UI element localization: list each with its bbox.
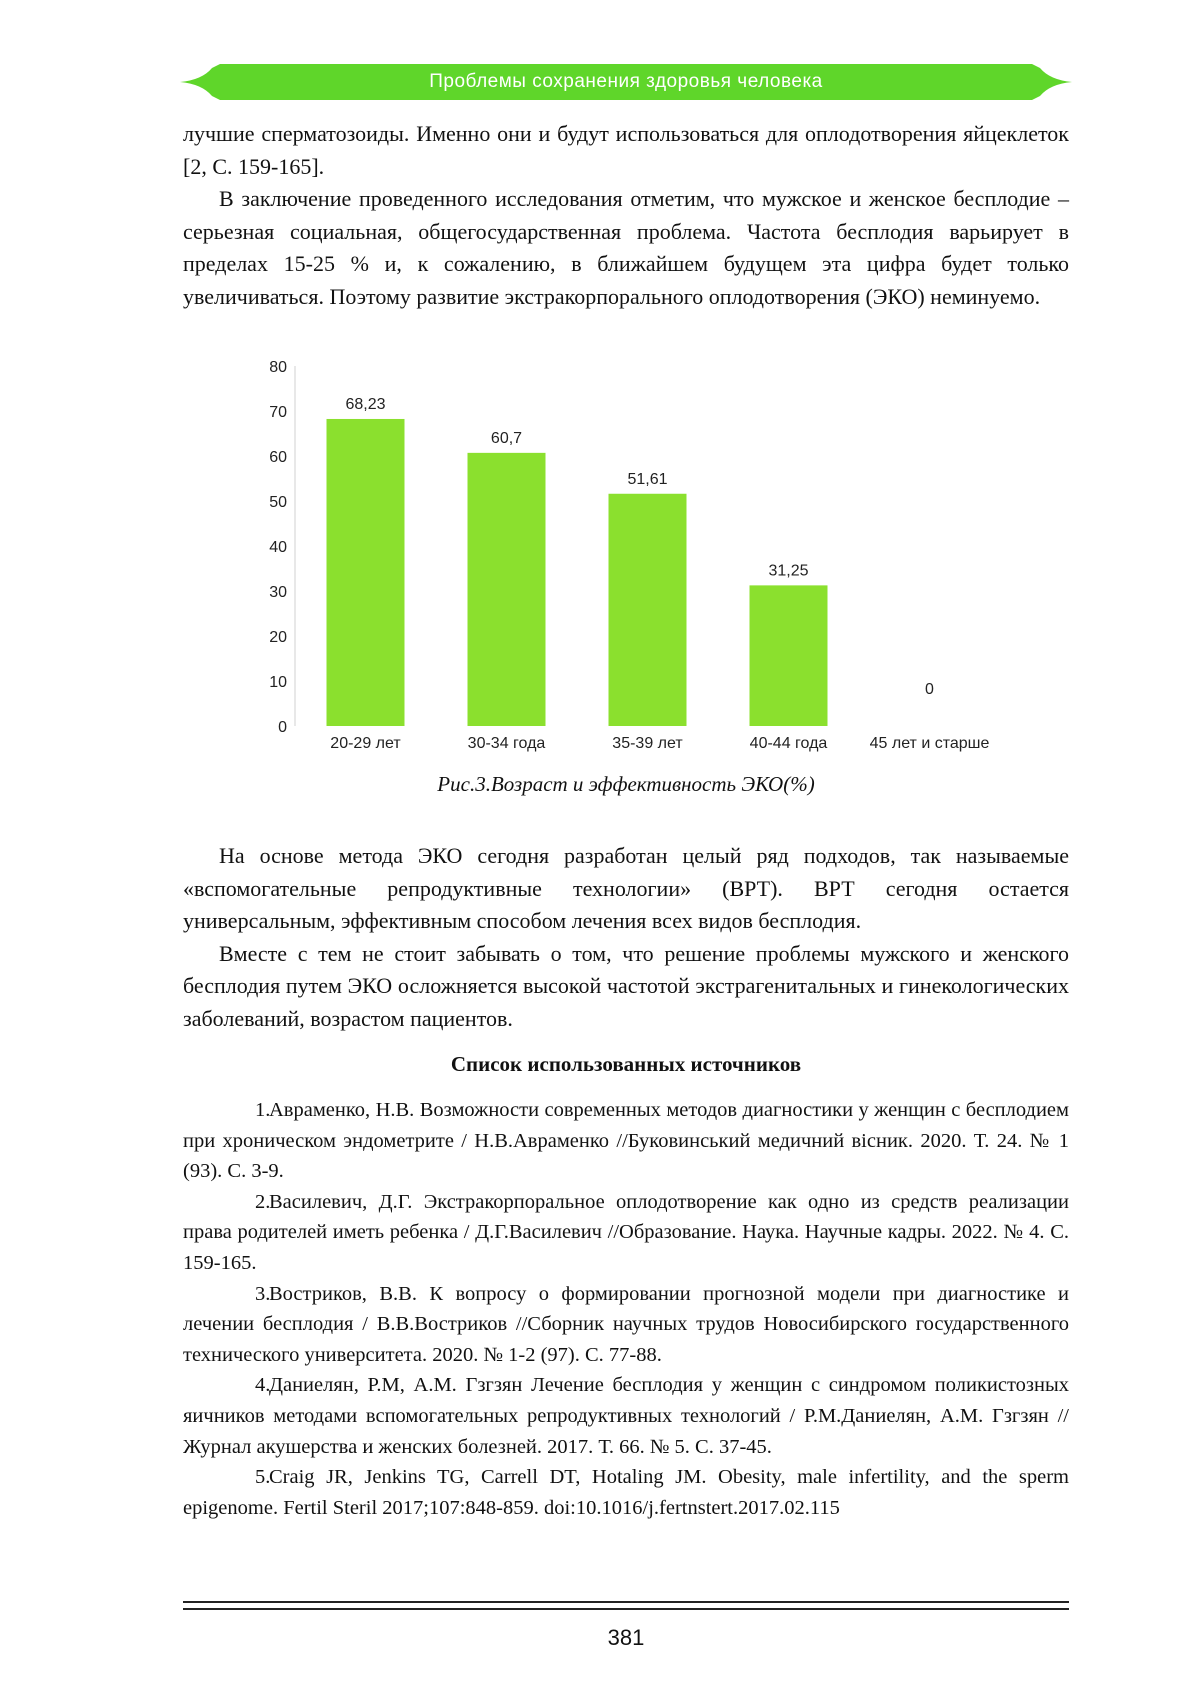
bar-chart	[250, 352, 1010, 762]
x-category-label: 20-29 лет	[330, 735, 401, 752]
body-text-top	[183, 118, 1069, 313]
reference-number: 1.	[255, 1099, 271, 1121]
bar-value-label: 31,25	[768, 562, 809, 580]
y-tick-label: 20	[269, 629, 287, 646]
reference-text: Craig JR, Jenkins TG, Carrell DT, Hotaling JM. Obesity, male infertility, and the sperm epigenome. Fertil Steril 2017;107:848-859. doi:10.1016/j.fertnstert.2017.02.115	[183, 1466, 1069, 1519]
paragraph-1: лучшие сперматозоиды. Именно они и будут использоваться для оплодотворения яйцеклеток [2, С. 159-165].	[183, 121, 1069, 179]
x-axis	[330, 735, 989, 752]
y-tick-label: 70	[269, 404, 287, 421]
footer-rule-top	[183, 1601, 1069, 1603]
chart-bars	[327, 419, 828, 726]
bar-value-label: 0	[925, 681, 934, 698]
references-title: Список использованных источников	[450, 1052, 802, 1076]
reference-number: 5.	[255, 1466, 271, 1489]
reference-item	[183, 1095, 1069, 1187]
y-tick-label: 10	[269, 674, 287, 691]
reference-text: Василевич, Д.Г. Экстракорпоральное оплодотворение как одно из средств реализации права родителей иметь ребенка / Д.Г.Василевич //Образование. Наука. Научные кадры. 2022. № 4. С. 159-165.	[183, 1190, 1069, 1274]
bar	[750, 585, 828, 726]
bar	[609, 494, 687, 726]
y-tick-label: 80	[269, 359, 287, 376]
header-banner	[180, 64, 1072, 100]
header-title: Проблемы сохранения здоровья человека	[429, 71, 823, 92]
paragraph-2: В заключение проведенного исследования отметим, что мужское и женское бесплодие – серьезная социальная, общегосударственная проблема. Частота бесплодия варьирует в пределах 15-25 % и, к сожалению, в ближайшем будущем эта цифра будет только увеличиваться. Поэтому развитие экстракорпорального оплодотворения (ЭКО) неминуемо.	[183, 186, 1069, 309]
bar-value-label: 51,61	[627, 470, 668, 488]
x-category-label: 40-44 года	[749, 735, 828, 752]
reference-item	[183, 1462, 1069, 1523]
reference-item	[183, 1187, 1069, 1279]
reference-number: 2.	[255, 1190, 271, 1213]
bar-value-label: 68,23	[345, 395, 386, 413]
references-list	[183, 1095, 1069, 1523]
bar	[327, 419, 405, 726]
body-text-bottom	[183, 840, 1069, 1035]
y-tick-label: 60	[269, 449, 287, 466]
footer-rule-bottom	[183, 1608, 1069, 1610]
figure-caption: Рис.3.Возраст и эффективность ЭКО(%)	[437, 772, 815, 796]
bar-value-label: 60,7	[490, 429, 523, 447]
reference-number: 3.	[255, 1282, 271, 1305]
bar	[468, 453, 546, 726]
y-tick-label: 30	[269, 584, 287, 601]
reference-text: Востриков, В.В. К вопросу о формировании прогнозной модели при диагностике и лечении бесплодия / В.В.Востриков //Сборник научных трудов Новосибирского государственного технического университета. 2020. № 1-2 (97). С. 77-88.	[183, 1282, 1069, 1366]
y-tick-label: 40	[269, 539, 287, 556]
reference-item	[183, 1370, 1069, 1462]
reference-item	[183, 1279, 1069, 1371]
x-category-label: 35-39 лет	[612, 735, 683, 752]
x-category-label: 45 лет и старше	[869, 735, 990, 752]
y-tick-label: 50	[269, 494, 287, 511]
y-axis	[269, 359, 295, 736]
paragraph-3: На основе метода ЭКО сегодня разработан целый ряд подходов, так называемые «вспомогательные репродуктивные технологии» (ВРТ). ВРТ сегодня остается универсальным, эффективным способом лечения всех видов бесплодия.	[183, 843, 1069, 933]
paragraph-4: Вместе с тем не стоит забывать о том, что решение проблемы мужского и женского бесплодия путем ЭКО осложняется высокой частотой экстрагенитальных и гинекологических заболеваний, возрастом пациентов.	[183, 940, 1069, 1031]
reference-text: Даниелян, Р.М, А.М. Гзгзян Лечение бесплодия у женщин с синдромом поликистозных яичников методами вспомогательных репродуктивных технологий / Р.М.Даниелян, А.М. Гзгзян //Журнал акушерства и женских болезней. 2017. Т. 66. № 5. С. 37-45.	[183, 1374, 1069, 1458]
page-number: 381	[607, 1625, 645, 1650]
reference-text: Авраменко, Н.В. Возможности современных методов диагностики у женщин с бесплодием при хроническом эндометрите / Н.В.Авраменко //Буковинський медичний вісник. 2020. Т. 24. № 1 (93). С. 3-9.	[183, 1099, 1069, 1183]
reference-number: 4.	[255, 1374, 271, 1397]
x-category-label: 30-34 года	[467, 735, 546, 752]
y-tick-label: 0	[278, 719, 287, 736]
